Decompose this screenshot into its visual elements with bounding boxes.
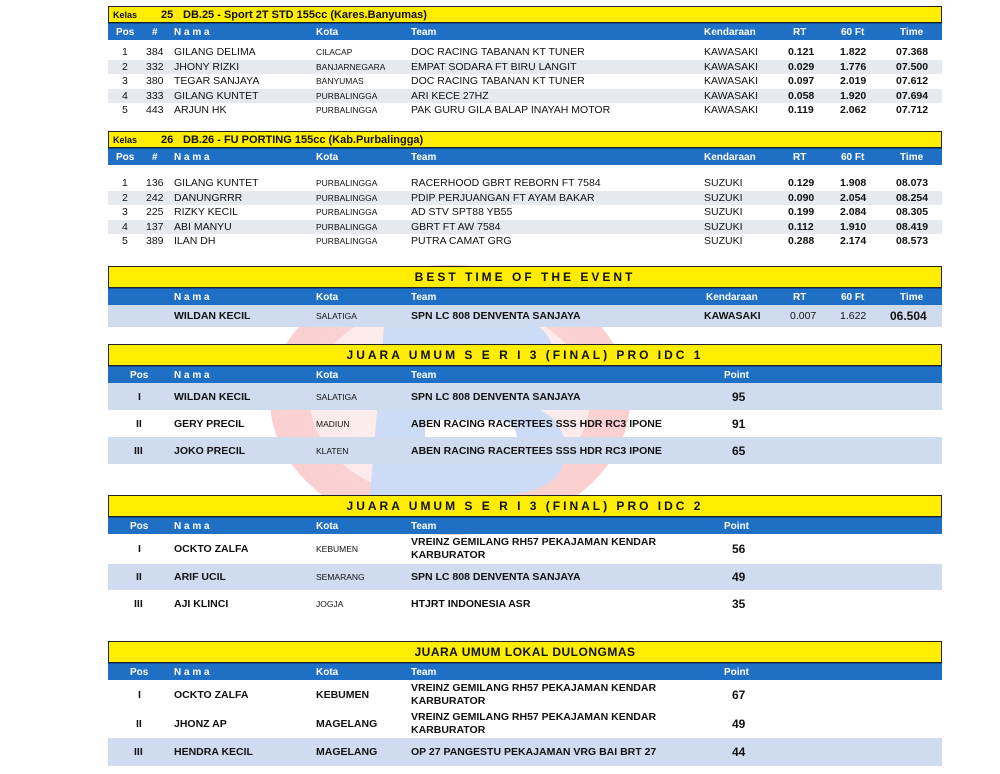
class-26-section [108, 131, 942, 249]
cell-kendaraan: KAWASAKI [704, 310, 761, 322]
header-time: Time [900, 26, 924, 38]
header-time: Time [900, 151, 924, 163]
cell-kendaraan: SUZUKI [704, 191, 743, 204]
class-25-rows [108, 45, 942, 118]
cell-time: 08.305 [896, 206, 929, 219]
cell-pos: 3 [122, 75, 128, 88]
header-no: # [152, 26, 158, 38]
cell-point: 65 [732, 443, 746, 458]
cell-nama: JHONZ AP [174, 718, 227, 730]
cell-no: 389 [146, 235, 164, 248]
kelas-label: Kelas [113, 9, 138, 20]
idc2-title: JUARA UMUM S E R I 3 (FINAL) PRO IDC 2 [346, 499, 704, 513]
cell-nama: GILANG KUNTET [174, 177, 259, 190]
header-kota: Kota [316, 151, 339, 163]
cell-pos: I [138, 689, 141, 701]
cell-nama: ABI MANYU [174, 220, 232, 233]
header-nama: N a m a [174, 666, 210, 678]
cell-time: 07.368 [896, 46, 929, 59]
cell-pos: 3 [122, 206, 128, 219]
cell-time: 06.504 [890, 309, 927, 323]
cell-kendaraan: KAWASAKI [704, 46, 759, 59]
header-rt: RT [793, 26, 807, 38]
header-team: Team [411, 369, 437, 381]
header-kendaraan: Kendaraan [704, 151, 756, 163]
cell-rt: 0.029 [788, 60, 815, 73]
cell-60ft: 1.822 [840, 46, 867, 59]
header-nama: N a m a [174, 26, 210, 38]
table-row [108, 89, 942, 104]
table-row [108, 74, 942, 89]
header-team: Team [411, 26, 437, 38]
cell-nama: WILDAN KECIL [174, 390, 251, 403]
cell-team-line-2: KARBURATOR [411, 695, 486, 707]
table-row [108, 45, 942, 60]
header-kendaraan: Kendaraan [706, 291, 758, 303]
cell-team [411, 680, 656, 710]
table-row [108, 220, 942, 235]
cell-kota: PURBALINGGA [316, 105, 378, 116]
table-row [108, 205, 942, 220]
cell-rt: 0.090 [788, 191, 815, 204]
cell-60ft: 2.084 [840, 206, 867, 219]
cell-kota: BANYUMAS [316, 76, 364, 87]
header-team: Team [411, 666, 437, 678]
cell-kota: CILACAP [316, 47, 353, 58]
cell-point: 49 [732, 570, 746, 584]
cell-point: 49 [732, 717, 746, 731]
header-point: Point [724, 520, 749, 532]
cell-kota: BANJARNEGARA [316, 61, 386, 72]
cell-kota: KEBUMEN [316, 689, 370, 701]
cell-pos: 5 [122, 104, 128, 117]
pro-idc-1-section [108, 344, 942, 464]
cell-team: PDIP PERJUANGAN FT AYAM BAKAR [411, 191, 595, 204]
cell-point: 91 [732, 416, 746, 431]
cell-kota: KLATEN [316, 445, 349, 456]
class-title: DB.26 - FU PORTING 155cc (Kab.Purbalingga) [183, 133, 424, 146]
header-kota: Kota [316, 291, 339, 303]
cell-kota: JOGJA [316, 599, 344, 609]
cell-team: ABEN RACING RACERTEES SSS HDR RC3 IPONE [411, 444, 662, 457]
cell-team-line-2: KARBURATOR [411, 549, 486, 561]
cell-pos: 4 [122, 220, 128, 233]
header-kota: Kota [316, 26, 339, 38]
cell-no: 225 [146, 206, 164, 219]
table-row [108, 590, 942, 618]
cell-rt: 0.097 [788, 75, 815, 88]
class-26-rows [108, 176, 942, 249]
header-team: Team [411, 291, 437, 303]
header-nama: N a m a [174, 369, 210, 381]
cell-nama: GILANG DELIMA [174, 46, 256, 59]
cell-kota: PURBALINGGA [316, 192, 378, 203]
cell-time: 07.500 [896, 60, 929, 73]
cell-kota: PURBALINGGA [316, 221, 378, 232]
cell-60ft: 2.054 [840, 191, 867, 204]
cell-no: 443 [146, 104, 164, 117]
lokal-title-bar [108, 641, 942, 663]
class-25-section [108, 6, 942, 118]
table-header [108, 517, 942, 534]
header-team: Team [411, 151, 437, 163]
cell-kendaraan: KAWASAKI [704, 89, 759, 102]
idc1-title-bar [108, 344, 942, 366]
cell-point: 56 [732, 542, 746, 556]
cell-no: 333 [146, 89, 164, 102]
cell-nama: ILAN DH [174, 235, 216, 248]
kelas-label: Kelas [113, 134, 138, 145]
header-pos: Pos [130, 369, 149, 381]
table-row [108, 410, 942, 437]
table-header [108, 366, 942, 383]
cell-point: 44 [732, 745, 746, 759]
cell-team-line-1: VREINZ GEMILANG RH57 PEKAJAMAN KENDAR [411, 536, 657, 548]
header-team: Team [411, 520, 437, 532]
cell-kota: MAGELANG [316, 746, 378, 758]
cell-nama: TEGAR SANJAYA [174, 75, 260, 88]
header-kota: Kota [316, 520, 339, 532]
pro-idc-2-section [108, 495, 942, 618]
cell-team: ABEN RACING RACERTEES SSS HDR RC3 IPONE [411, 417, 662, 430]
cell-rt: 0.007 [790, 310, 817, 322]
header-time: Time [900, 291, 924, 303]
cell-pos: II [136, 718, 142, 730]
lokal-dulongmas-section [108, 641, 942, 766]
cell-60ft: 1.910 [840, 220, 867, 233]
cell-60ft: 1.622 [840, 310, 867, 322]
cell-pos: 1 [122, 177, 128, 190]
cell-team: AD STV SPT88 YB55 [411, 206, 513, 219]
cell-pos: I [138, 390, 141, 403]
cell-kota: MAGELANG [316, 718, 378, 730]
cell-team-line-1: VREINZ GEMILANG RH57 PEKAJAMAN KENDAR [411, 682, 657, 694]
cell-rt: 0.119 [788, 104, 814, 117]
table-row [108, 680, 942, 710]
cell-team: HTJRT INDONESIA ASR [411, 598, 531, 610]
cell-time: 08.073 [896, 177, 929, 190]
cell-nama: WILDAN KECIL [174, 310, 251, 322]
cell-pos: 4 [122, 89, 128, 102]
cell-nama: GERY PRECIL [174, 417, 245, 430]
idc2-title-bar [108, 495, 942, 517]
cell-no: 332 [146, 60, 164, 73]
cell-pos: I [138, 543, 141, 555]
cell-team: DOC RACING TABANAN KT TUNER [411, 46, 585, 59]
lokal-title: JUARA UMUM LOKAL DULONGMAS [414, 645, 636, 659]
cell-kota: PURBALINGGA [316, 207, 378, 218]
cell-rt: 0.112 [788, 220, 814, 233]
cell-kota: KEBUMEN [316, 544, 359, 554]
header-rt: RT [793, 151, 807, 163]
cell-kota: PURBALINGGA [316, 236, 378, 247]
cell-time: 07.694 [896, 89, 929, 102]
header-pos: Pos [116, 26, 135, 38]
cell-team: SPN LC 808 DENVENTA SANJAYA [411, 571, 581, 583]
best-time-row [108, 305, 942, 327]
header-pos: Pos [130, 666, 149, 678]
table-row [108, 234, 942, 249]
cell-pos: 2 [122, 191, 128, 204]
cell-pos: II [136, 417, 142, 430]
cell-kendaraan: SUZUKI [704, 220, 743, 233]
header-nama: N a m a [174, 291, 210, 303]
cell-no: 242 [146, 191, 164, 204]
table-row [108, 738, 942, 766]
cell-time: 08.573 [896, 235, 929, 248]
header-nama: N a m a [174, 151, 210, 163]
cell-rt: 0.058 [788, 89, 815, 102]
idc1-title: JUARA UMUM S E R I 3 (FINAL) PRO IDC 1 [346, 348, 704, 362]
cell-team: EMPAT SODARA FT BIRU LANGIT [411, 60, 577, 73]
table-row [108, 60, 942, 75]
cell-nama: DANUNGRRR [174, 191, 243, 204]
cell-pos: 1 [122, 46, 128, 59]
cell-team [411, 710, 656, 738]
cell-kendaraan: KAWASAKI [704, 60, 759, 73]
cell-kendaraan: KAWASAKI [704, 75, 759, 88]
cell-time: 08.254 [896, 191, 929, 204]
cell-60ft: 1.776 [840, 60, 867, 73]
cell-team [411, 534, 656, 564]
header-kota: Kota [316, 369, 339, 381]
cell-team: SPN LC 808 DENVENTA SANJAYA [411, 310, 581, 322]
cell-rt: 0.288 [788, 235, 815, 248]
cell-team: SPN LC 808 DENVENTA SANJAYA [411, 390, 581, 403]
cell-kendaraan: KAWASAKI [704, 104, 759, 117]
cell-60ft: 2.174 [840, 235, 867, 248]
header-pos: Pos [116, 151, 135, 163]
table-header [108, 663, 942, 680]
cell-team: GBRT FT AW 7584 [411, 220, 501, 233]
cell-team: PAK GURU GILA BALAP INAYAH MOTOR [411, 104, 611, 117]
header-point: Point [724, 369, 749, 381]
cell-kota: PURBALINGGA [316, 178, 378, 189]
class-title: DB.25 - Sport 2T STD 155cc (Kares.Banyumas) [183, 8, 427, 21]
cell-team-line-1: VREINZ GEMILANG RH57 PEKAJAMAN KENDAR [411, 711, 657, 723]
cell-team: PUTRA CAMAT GRG [411, 235, 512, 248]
header-pos: Pos [130, 520, 149, 532]
cell-pos: III [134, 746, 143, 758]
cell-nama: AJI KLINCI [174, 598, 229, 610]
cell-pos: 5 [122, 235, 128, 248]
cell-time: 08.419 [896, 220, 929, 233]
cell-point: 35 [732, 597, 746, 611]
cell-rt: 0.199 [788, 206, 815, 219]
cell-team: ARI KECE 27HZ [411, 89, 489, 102]
cell-kota: MADIUN [316, 418, 350, 429]
cell-60ft: 2.019 [840, 75, 867, 88]
cell-kota: SALATIGA [316, 311, 357, 321]
cell-60ft: 1.920 [840, 89, 867, 102]
cell-no: 137 [146, 220, 164, 233]
cell-nama: ARJUN HK [174, 104, 227, 117]
cell-kendaraan: SUZUKI [704, 235, 743, 248]
table-row [108, 176, 942, 191]
class-title-bar [108, 131, 942, 148]
table-row [108, 103, 942, 118]
best-time-section [108, 266, 942, 327]
table-row [108, 534, 942, 564]
cell-pos: II [136, 571, 142, 583]
cell-60ft: 2.062 [840, 104, 867, 117]
best-time-title-bar [108, 266, 942, 288]
cell-no: 380 [146, 75, 164, 88]
cell-nama: ARIF UCIL [174, 571, 226, 583]
cell-time: 07.712 [896, 104, 929, 117]
header-point: Point [724, 666, 749, 678]
cell-pos: III [134, 444, 143, 457]
class-number: 25 [161, 8, 174, 21]
cell-rt: 0.129 [788, 177, 815, 190]
class-title-bar [108, 6, 942, 23]
table-row [108, 383, 942, 410]
cell-team: DOC RACING TABANAN KT TUNER [411, 75, 585, 88]
cell-point: 67 [732, 688, 746, 702]
cell-nama: OCKTO ZALFA [174, 543, 249, 555]
table-row [108, 710, 942, 738]
cell-60ft: 1.908 [840, 177, 867, 190]
header-60ft: 60 Ft [841, 151, 865, 163]
cell-pos: III [134, 598, 143, 610]
class-number: 26 [161, 133, 174, 146]
cell-point: 95 [732, 389, 746, 404]
cell-no: 384 [146, 46, 164, 59]
cell-nama: JOKO PRECIL [174, 444, 246, 457]
cell-pos: 2 [122, 60, 128, 73]
cell-nama: HENDRA KECIL [174, 746, 253, 758]
header-60ft: 60 Ft [841, 26, 865, 38]
table-row [108, 564, 942, 590]
header-kota: Kota [316, 666, 339, 678]
table-header [108, 148, 942, 165]
cell-kota: SEMARANG [316, 572, 365, 582]
table-row [108, 191, 942, 206]
header-no: # [152, 151, 158, 163]
cell-no: 136 [146, 177, 164, 190]
table-header [108, 23, 942, 40]
cell-kendaraan: SUZUKI [704, 177, 743, 190]
table-row [108, 437, 942, 464]
cell-kendaraan: SUZUKI [704, 206, 743, 219]
cell-team: RACERHOOD GBRT REBORN FT 7584 [411, 177, 601, 190]
cell-kota: SALATIGA [316, 391, 357, 402]
header-rt: RT [793, 291, 807, 303]
cell-time: 07.612 [896, 75, 929, 88]
cell-nama: OCKTO ZALFA [174, 689, 249, 701]
cell-kota: PURBALINGGA [316, 90, 378, 101]
table-header [108, 288, 942, 305]
cell-nama: RIZKY KECIL [174, 206, 238, 219]
header-nama: N a m a [174, 520, 210, 532]
cell-team-line-2: KARBURATOR [411, 724, 486, 736]
best-time-title: BEST TIME OF THE EVENT [414, 270, 636, 284]
cell-nama: JHONY RIZKI [174, 60, 240, 73]
header-kendaraan: Kendaraan [704, 26, 756, 38]
cell-rt: 0.121 [788, 46, 815, 59]
header-60ft: 60 Ft [841, 291, 865, 303]
cell-nama: GILANG KUNTET [174, 89, 259, 102]
cell-team: OP 27 PANGESTU PEKAJAMAN VRG BAI BRT 27 [411, 746, 657, 758]
